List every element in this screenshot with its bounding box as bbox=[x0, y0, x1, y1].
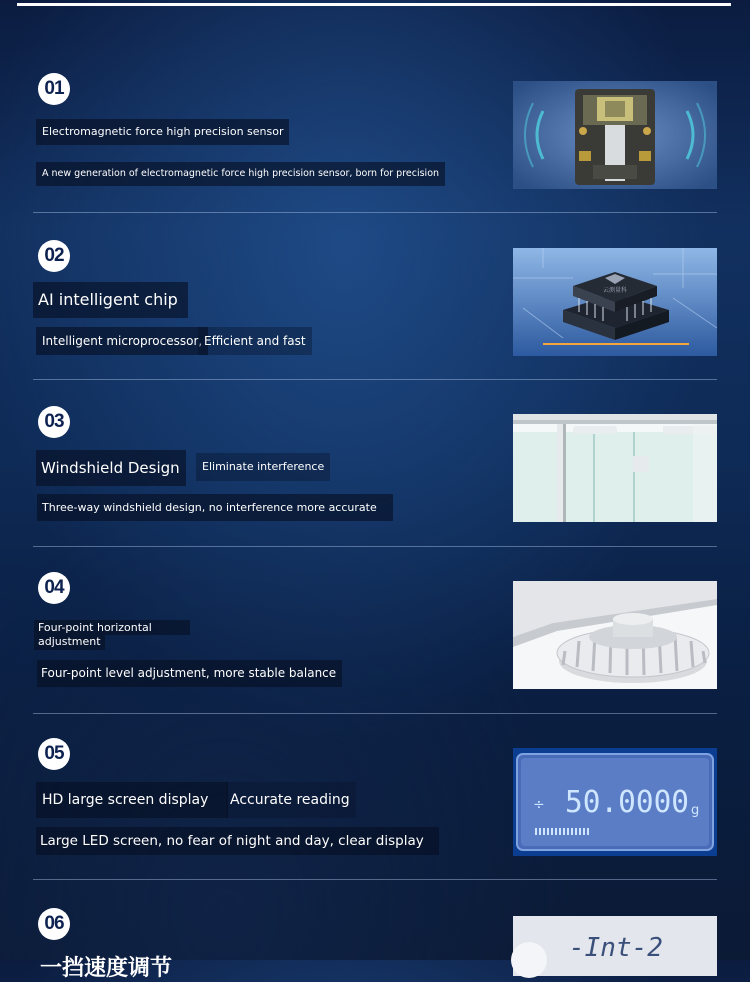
feature-number-badge: 05 bbox=[38, 738, 70, 770]
feature-title: AI intelligent chip bbox=[33, 282, 188, 318]
feature-number-badge: 06 bbox=[38, 908, 70, 940]
feature-number-badge: 02 bbox=[38, 240, 70, 272]
feature-description: A new generation of electromagnetic force high precision sensor, born for precision bbox=[36, 162, 445, 186]
level-display-text: -Int-2 bbox=[569, 933, 663, 963]
level-bubble-icon bbox=[513, 916, 717, 976]
chip-image bbox=[513, 248, 717, 356]
feature-description: Four-point level adjustment, more stable balance bbox=[37, 660, 342, 687]
leveling-foot-icon bbox=[513, 581, 717, 689]
feature-title-line1: Four-point horizontal bbox=[34, 620, 190, 635]
feature-number-badge: 04 bbox=[38, 572, 70, 604]
feature-section-04 bbox=[0, 546, 750, 714]
display-sign: ÷ bbox=[533, 797, 545, 813]
feature-description-part2: Efficient and fast bbox=[198, 327, 312, 355]
sensor-image bbox=[513, 81, 717, 189]
sensor-module-icon bbox=[513, 81, 717, 189]
lcd-display-icon bbox=[513, 748, 717, 856]
chip-logo-text: 云测量科 bbox=[602, 287, 628, 294]
feature-number-badge: 03 bbox=[38, 406, 70, 438]
feature-section-06 bbox=[0, 879, 750, 981]
windshield-image bbox=[513, 414, 717, 522]
feature-section-01 bbox=[0, 44, 750, 212]
feature-section-05 bbox=[0, 713, 750, 881]
display-value: 50.0000 bbox=[565, 785, 689, 820]
glass-windshield-icon bbox=[513, 414, 717, 522]
feature-description: Large LED screen, no fear of night and day, clear display bbox=[36, 827, 439, 855]
feature-description-part1: Intelligent microprocessor, bbox=[36, 327, 208, 355]
feature-title: Windshield Design bbox=[36, 450, 186, 486]
feature-subtitle: Eliminate interference bbox=[196, 453, 330, 481]
level-display-image bbox=[513, 916, 717, 976]
feature-number-badge: 01 bbox=[38, 73, 70, 105]
feature-section-02 bbox=[0, 212, 750, 380]
chip-icon bbox=[513, 248, 717, 356]
feature-title: HD large screen display bbox=[36, 782, 228, 818]
feature-section-03 bbox=[0, 379, 750, 547]
display-image bbox=[513, 748, 717, 856]
feature-subtitle: Accurate reading bbox=[226, 782, 356, 818]
leveling-foot-image bbox=[513, 581, 717, 689]
feature-title: 一挡速度调节 bbox=[40, 956, 173, 981]
feature-title: Electromagnetic force high precision sensor bbox=[36, 119, 289, 145]
feature-description: Three-way windshield design, no interference more accurate bbox=[37, 494, 393, 521]
top-border-line bbox=[17, 3, 731, 6]
display-unit: g bbox=[691, 803, 700, 818]
feature-title-line2: adjustment bbox=[34, 635, 105, 650]
